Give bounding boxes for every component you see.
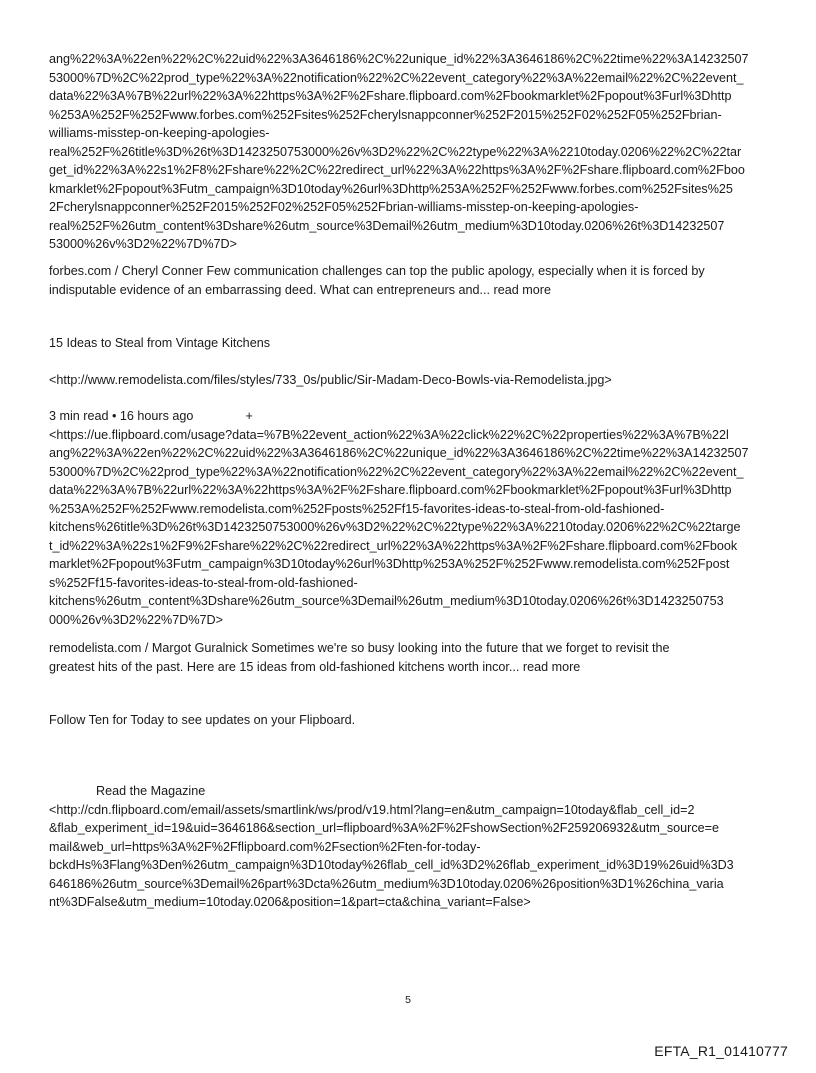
summary-line: greatest hits of the past. Here are 15 ideas from old-fashioned kitchens worth incor... read more (49, 659, 581, 674)
url-line: <https://ue.flipboard.com/usage?data=%7B%22event_action%22%3A%22click%22%2C%22properties%22%3A%7B%22l (49, 427, 729, 442)
url-line: t_id%22%3A%22s1%2F9%2Fshare%22%2C%22redirect_url%22%3A%22https%3A%2F%2Fshare.flipboard.com%2Fbook (49, 538, 738, 553)
url-line: nt%3DFalse&utm_medium=10today.0206&position=1&part=cta&china_variant=False> (49, 895, 531, 909)
url-line: data%22%3A%7B%22url%22%3A%22https%3A%2F%2Fshare.flipboard.com%2Fbookmarklet%2Fpopout%3Furl%3Dhttp (49, 89, 732, 103)
url-line: data%22%3A%7B%22url%22%3A%22https%3A%2F%2Fshare.flipboard.com%2Fbookmarklet%2Fpopout%3Furl%3Dhttp (49, 483, 732, 497)
url-line: marklet%2Fpopout%3Futm_campaign%3D10today%26url%3Dhttp%253A%252F%252Fwww.remodelista.com%252Fpost (49, 557, 730, 571)
url-line: 53000%7D%2C%22prod_type%22%3A%22notification%22%2C%22event_category%22%3A%22email%22%2C%22event_ (49, 70, 744, 85)
url-line: real%252F%26utm_content%3Dshare%26utm_source%3Demail%26utm_medium%3D10today.0206%26t%3D14232507 (49, 218, 725, 233)
remodelista-summary (49, 639, 769, 676)
url-line: &flab_experiment_id=19&uid=3646186&section_url=flipboard%3A%2F%2FshowSection%2F259206932&utm_source=e (49, 821, 720, 835)
url-line: kitchens%26utm_content%3Dshare%26utm_source%3Demail%26utm_medium%3D10today.0206%26t%3D1423250753 (49, 594, 724, 608)
article-meta (49, 407, 769, 426)
url-line: 646186%26utm_source%3Demail%26part%3Dcta%26utm_medium%3D10today.0206%26position%3D1%26china_varia (49, 876, 724, 891)
summary-line: indisputable evidence of an embarrassing deed. What can entrepreneurs and... read more (49, 282, 551, 297)
url-line: 2Fcherylsnappconner%252F2015%252F02%252F05%252Fbrian-williams-misstep-on-keeping-apologies- (49, 200, 639, 214)
url-line: williams-misstep-on-keeping-apologies- (49, 126, 270, 140)
url-line: kmarklet%2Fpopout%3Futm_campaign%3D10today%26url%3Dhttp%253A%252F%252Fwww.forbes.com%252Fsites%25 (49, 181, 733, 196)
summary-line: forbes.com / Cheryl Conner Few communication challenges can top the public apology, especially when it is forced by (49, 264, 705, 278)
url-line: ang%22%3A%22en%22%2C%22uid%22%3A3646186%2C%22unique_id%22%3A3646186%2C%22time%22%3A14232507 (49, 52, 749, 66)
url-line: 000%26v%3D2%22%7D%7D> (49, 612, 223, 627)
url-line: %253A%252F%252Fwww.remodelista.com%252Fposts%252Ff15-favorites-ideas-to-steal-from-old-fashioned- (49, 501, 665, 516)
url-line: s%252Ff15-favorites-ideas-to-steal-from-old-fashioned- (49, 575, 358, 590)
url-line: bckdHs%3Flang%3Den%26utm_campaign%3D10today%26flab_cell_id%3D2%26flab_experiment_id%3D19%26uid%3D3 (49, 858, 734, 872)
url-line: mail&web_url=https%3A%2F%2Fflipboard.com%2Fsection%2Ften-for-today- (49, 839, 481, 854)
read-magazine-label: Read the Magazine (96, 784, 206, 798)
forbes-share-url[interactable] (49, 50, 769, 254)
read-magazine-link[interactable] (49, 782, 769, 912)
url-line: 53000%7D%2C%22prod_type%22%3A%22notification%22%2C%22event_category%22%3A%22email%22%2C%22event_ (49, 464, 744, 479)
article-image-url[interactable]: <http://www.remodelista.com/files/styles/733_0s/public/Sir-Madam-Deco-Bowls-via-Remodelista.jpg> (49, 373, 612, 387)
article-title[interactable]: 15 Ideas to Steal from Vintage Kitchens (49, 336, 270, 350)
remodelista-share-url[interactable] (49, 407, 769, 629)
follow-message: Follow Ten for Today to see updates on your Flipboard. (49, 713, 356, 727)
read-time-meta: 3 min read • 16 hours ago (49, 409, 194, 423)
url-line: get_id%22%3A%22s1%2F8%2Fshare%22%2C%22redirect_url%22%3A%22https%3A%2F%2Fshare.flipboard.com%2Fboo (49, 163, 745, 177)
url-line: <http://cdn.flipboard.com/email/assets/smartlink/ws/prod/v19.html?lang=en&utm_campaign=10today&flab_cell_id=2 (49, 802, 695, 817)
url-line: real%252F%26title%3D%26t%3D1423250753000%26v%3D2%22%2C%22type%22%3A%2210today.0206%22%2C%22tar (49, 144, 742, 159)
plus-icon[interactable]: + (245, 409, 253, 423)
url-line: kitchens%26title%3D%26t%3D1423250753000%26v%3D2%22%2C%22type%22%3A%2210today.0206%22%2C%22targe (49, 520, 741, 534)
document-id: EFTA_R1_01410777 (654, 1043, 788, 1059)
summary-line: remodelista.com / Margot Guralnick Sometimes we're so busy looking into the future that we forget to revisit the (49, 641, 670, 655)
page-number: 5 (405, 994, 411, 1006)
url-line: ang%22%3A%22en%22%2C%22uid%22%3A3646186%2C%22unique_id%22%3A3646186%2C%22time%22%3A14232507 (49, 446, 749, 460)
url-line: 53000%26v%3D2%22%7D%7D> (49, 237, 237, 251)
url-line: %253A%252F%252Fwww.forbes.com%252Fsites%252Fcherylsnappconner%252F2015%252F02%252F05%252Fbrian- (49, 107, 722, 122)
forbes-summary (49, 262, 769, 299)
